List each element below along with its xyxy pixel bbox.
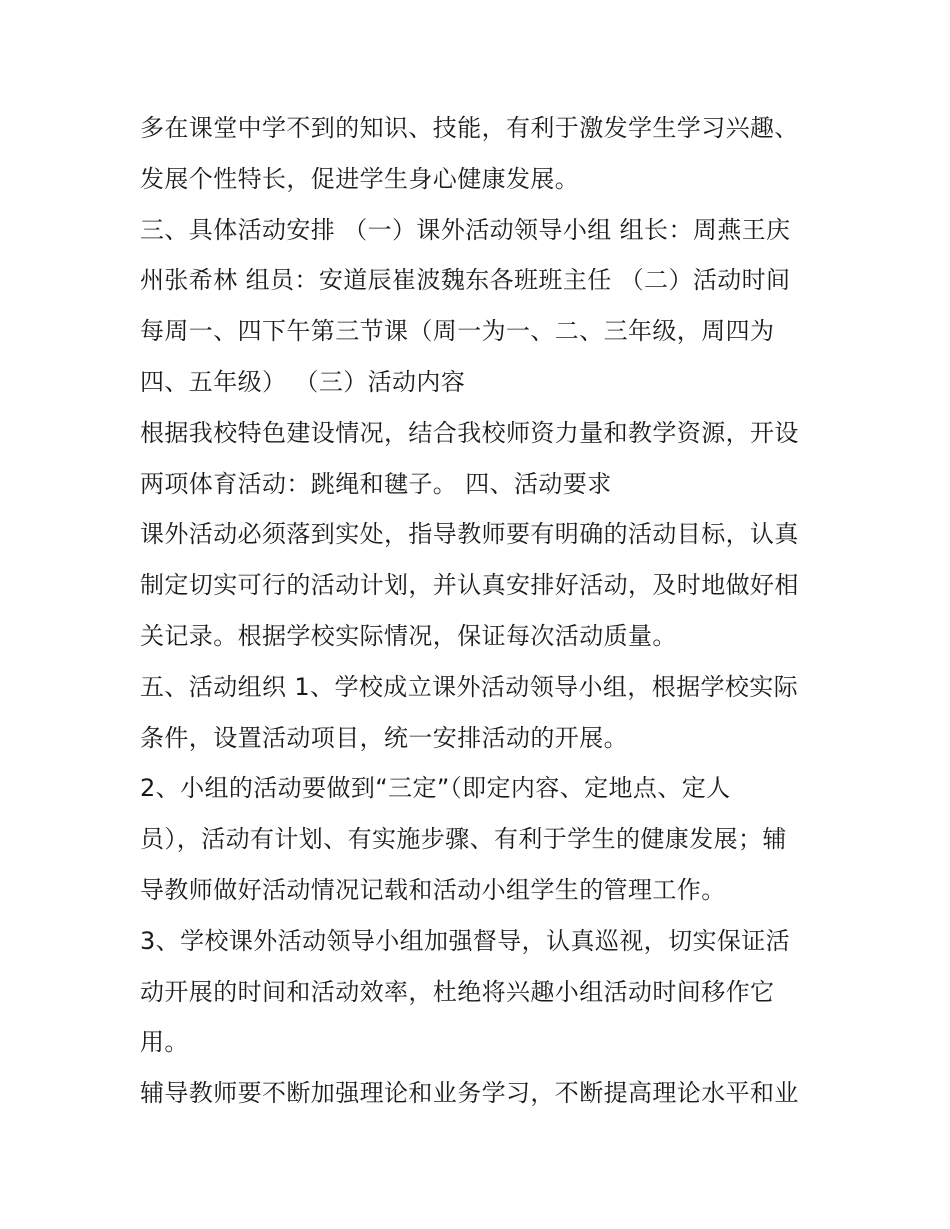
text-line: 2、小组的活动要做到“三定”（即定内容、定地点、定人 [140, 774, 731, 803]
text-line: 多在课堂中学不到的知识、技能，有利于激发学生学习兴趣、 [140, 114, 799, 142]
text-line: 每周一、四下午第三节课（周一为一、二、三年级，周四为 [140, 317, 775, 346]
body-text [140, 103, 820, 1119]
text-line: 3、学校课外活动领导小组加强督导，认真巡视，切实保证活 [140, 926, 791, 955]
text-line: 根据我校特色建设情况，结合我校师资力量和教学资源，开设 [140, 418, 799, 447]
text-line: 员），活动有计划、有实施步骤、有利于学生的健康发展；辅 [140, 825, 787, 854]
text-line: 动开展的时间和活动效率，杜绝将兴趣小组活动时间移作它 [140, 977, 775, 1006]
text-line: 三、具体活动安排 （一）课外活动领导小组 组长：周燕王庆 [140, 215, 791, 244]
text-line: 条件，设置活动项目，统一安排活动的开展。 [140, 723, 628, 752]
text-line: 课外活动必须落到实处，指导教师要有明确的活动目标，认真 [140, 520, 799, 549]
text-line: 两项体育活动：跳绳和毽子。 四、活动要求 [140, 469, 612, 498]
text-line: 四、五年级） （三）活动内容 [140, 367, 466, 396]
text-line: 导教师做好活动情况记载和活动小组学生的管理工作。 [140, 875, 726, 904]
text-line: 关记录。根据学校实际情况，保证每次活动质量。 [140, 621, 677, 650]
text-line: 用。 [140, 1028, 189, 1057]
text-line: 发展个性特长，促进学生身心健康发展。 [140, 164, 580, 193]
text-line: 辅导教师要不断加强理论和业务学习，不断提高理论水平和业 [140, 1079, 799, 1108]
text-line: 五、活动组织 1、学校成立课外活动领导小组，根据学校实际 [140, 672, 799, 701]
text-line: 州张希林 组员：安道辰崔波魏东各班班主任 （二）活动时间 [140, 266, 791, 295]
text-line: 制定切实可行的活动计划，并认真安排好活动，及时地做好相 [140, 571, 799, 600]
